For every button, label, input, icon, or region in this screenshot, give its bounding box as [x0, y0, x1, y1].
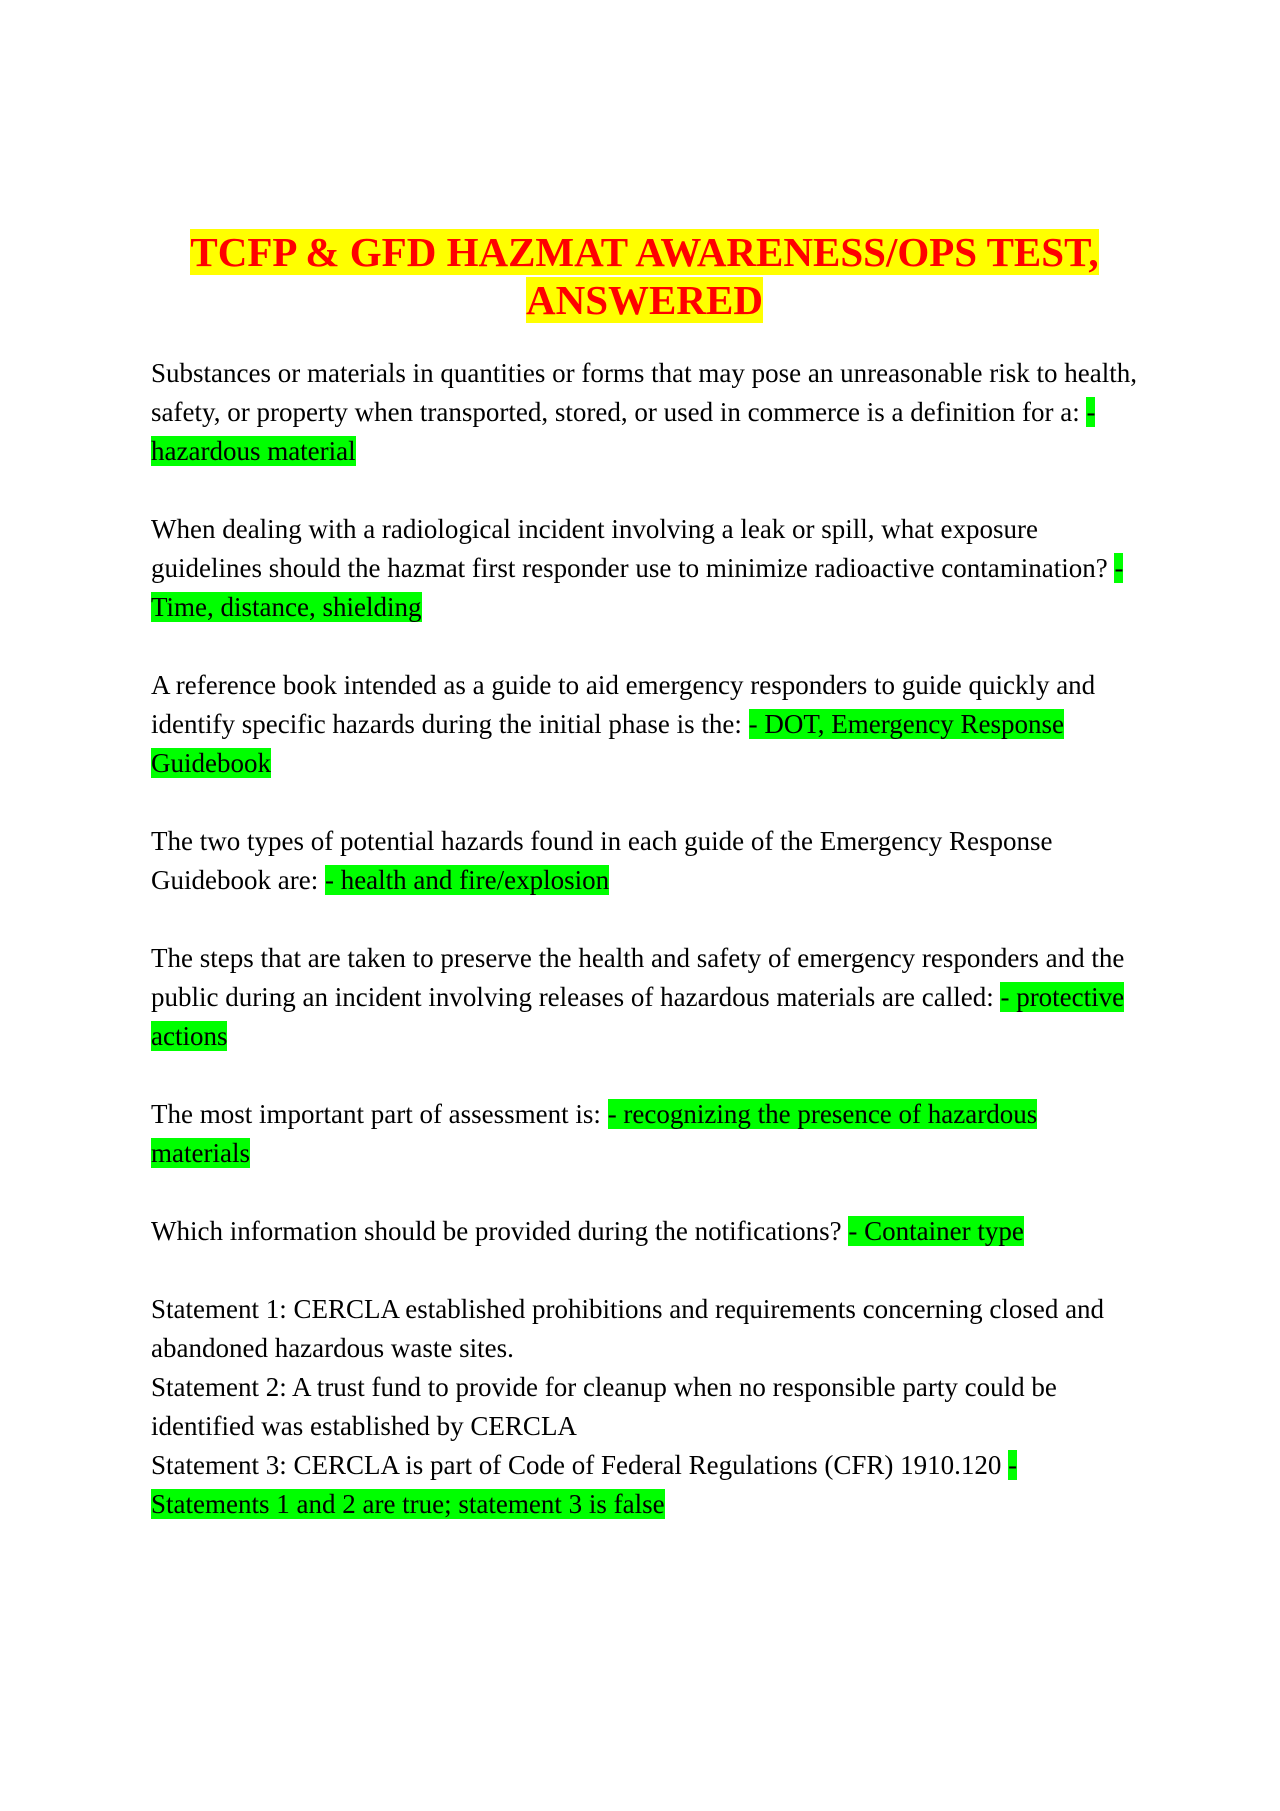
question-text: The most important part of assessment is: — [151, 1099, 601, 1129]
question-text: The two types of potential hazards found in each guide of the Emergency Response Guidebook are: — [151, 826, 1053, 895]
answer-text: - health and fire/explosion — [324, 865, 610, 895]
qa-item-8 — [151, 1290, 1138, 1524]
answer-text: - Time, distance, shielding — [151, 553, 1124, 622]
qa-item-7 — [151, 1212, 1138, 1251]
question-text: Which information should be provided during the notifications? — [151, 1216, 842, 1246]
qa-item-2 — [151, 510, 1138, 627]
document-title — [151, 228, 1138, 324]
statement-3: Statement 3: CERCLA is part of Code of Federal Regulations (CFR) 1910.120 — [151, 1450, 1002, 1480]
question-text: Substances or materials in quantities or forms that may pose an unreasonable risk to health, safety, or property when transported, stored, or used in commerce is a definition for a: — [151, 358, 1138, 427]
answer-text: - protective actions — [151, 982, 1125, 1051]
qa-item-6 — [151, 1095, 1138, 1173]
question-text: The steps that are taken to preserve the health and safety of emergency responders and the public during an incident involving releases of hazardous materials are called: — [151, 943, 1125, 1012]
document-title-text: TCFP & GFD HAZMAT AWARENESS/OPS TEST, ANSWERED — [190, 229, 1099, 323]
qa-item-4 — [151, 822, 1138, 900]
answer-text: - hazardous material — [151, 397, 1096, 466]
qa-item-3 — [151, 666, 1138, 783]
qa-item-5 — [151, 939, 1138, 1056]
qa-list — [151, 354, 1138, 1524]
statement-1: Statement 1: CERCLA established prohibitions and requirements concerning closed and abandoned hazardous waste sites. — [151, 1294, 1105, 1363]
qa-item-1 — [151, 354, 1138, 471]
answer-text: - Statements 1 and 2 are true; statement 3 is false — [151, 1450, 1018, 1519]
answer-text: - DOT, Emergency Response Guidebook — [151, 709, 1064, 778]
answer-text: - Container type — [848, 1216, 1024, 1246]
statement-2: Statement 2: A trust fund to provide for cleanup when no responsible party could be identified was established by CERCLA — [151, 1372, 1057, 1441]
question-text: A reference book intended as a guide to aid emergency responders to guide quickly and identify specific hazards during the initial phase is the: — [151, 670, 1096, 739]
answer-text: - recognizing the presence of hazardous materials — [151, 1099, 1038, 1168]
question-text: When dealing with a radiological incident involving a leak or spill, what exposure guidelines should the hazmat first responder use to minimize radioactive contamination? — [151, 514, 1108, 583]
